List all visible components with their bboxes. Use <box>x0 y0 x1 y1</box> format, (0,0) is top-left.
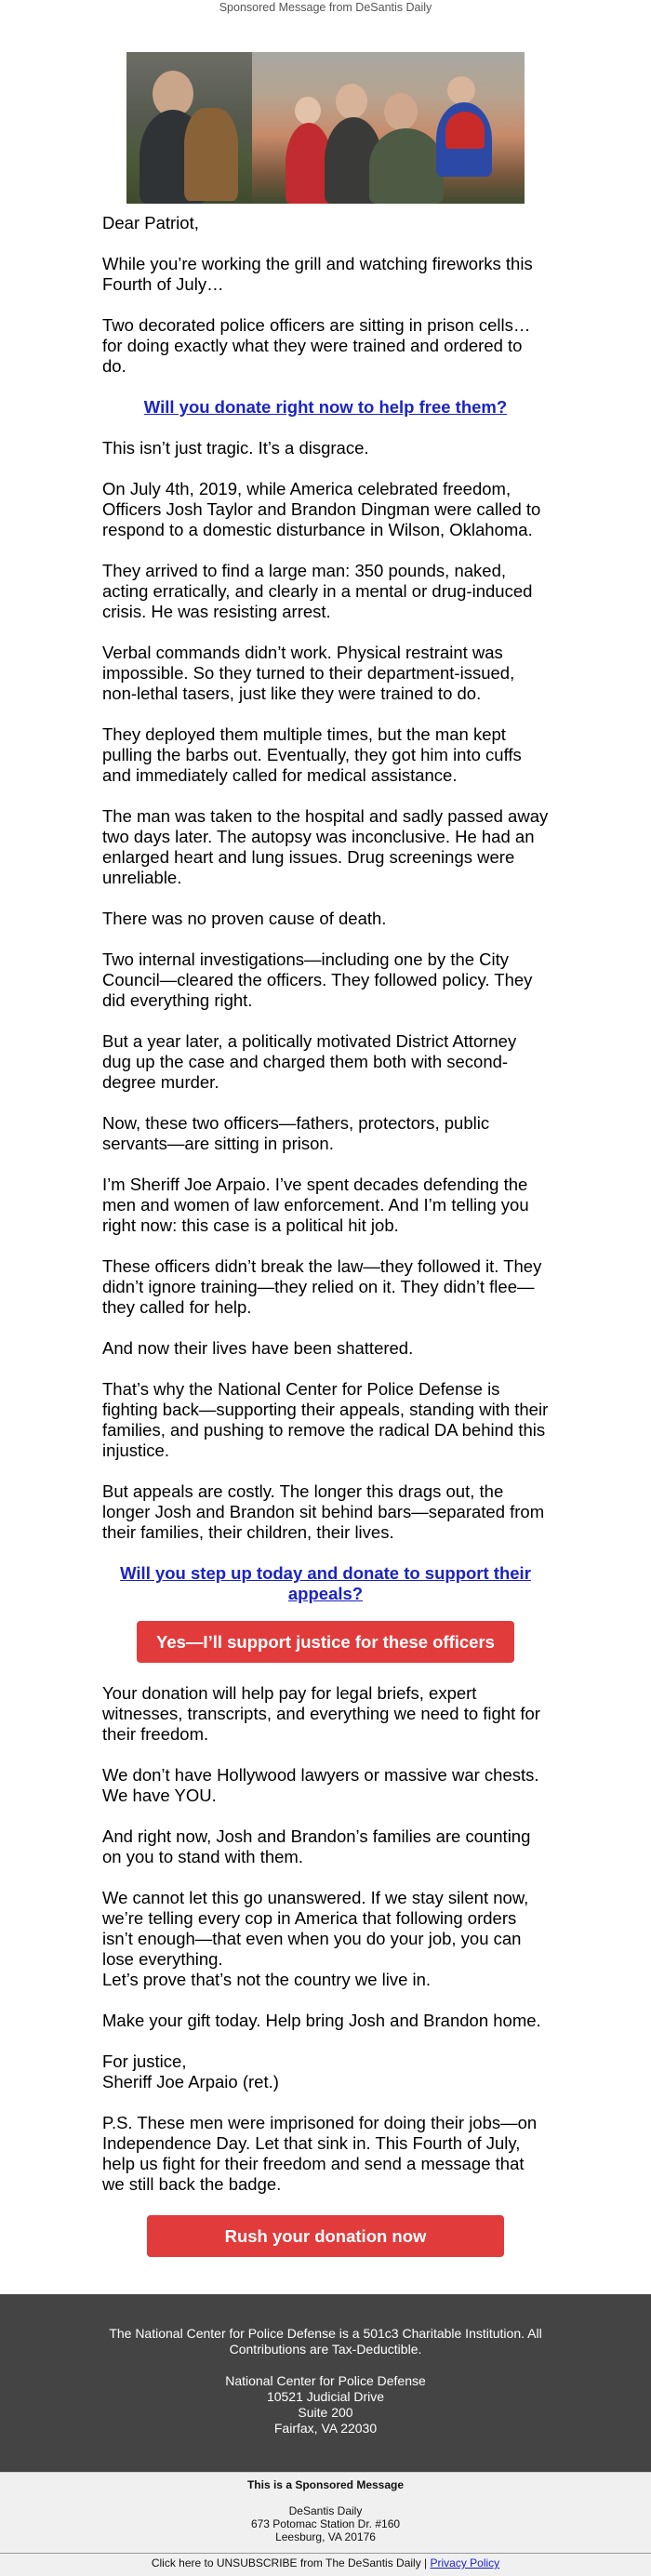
charity-notice: Contributions are Tax-Deductible. <box>229 2342 422 2357</box>
donate-link-appeals[interactable]: Will you step up today and donate to support their appeals? <box>120 1563 531 1603</box>
org-name: National Center for Police Defense <box>225 2373 426 2388</box>
paragraph: We don’t have Hollywood lawyers or massive war chests. We have YOU. <box>102 1765 539 1805</box>
charity-notice: The National Center for Police Defense is a 501c3 Charitable Institution. All <box>109 2326 542 2341</box>
org-address: 10521 Judicial Drive <box>266 2389 385 2404</box>
hero-photo-family <box>252 52 525 204</box>
paragraph: These officers didn’t break the law—they followed it. They didn’t ignore training—they relied on it. They didn’t flee—they called for help. <box>102 1256 542 1317</box>
unsubscribe-link[interactable]: Click here to UNSUBSCRIBE from The DeSantis Daily | <box>151 2556 431 2569</box>
paragraph: They arrived to find a large man: 350 pounds, naked, acting erratically, and clearly in a mental or drug-induced crisis. He was resisting arrest. <box>102 561 533 621</box>
org-address: Fairfax, VA 22030 <box>273 2421 378 2436</box>
hero-photo-officer <box>126 52 252 204</box>
paragraph: Two decorated police officers are sitting in prison cells…for doing exactly what they were trained and ordered to do. <box>102 315 531 376</box>
paragraph: The man was taken to the hospital and sadly passed away two days later. The autopsy was inconclusive. He had an enlarged heart and lung issues. Drug screenings were unreliable. <box>102 806 549 887</box>
paragraph: There was no proven cause of death. <box>102 909 387 928</box>
org-footer <box>0 2294 651 2472</box>
sponsor-footer <box>0 2472 651 2553</box>
hero-image <box>126 52 525 204</box>
paragraph: Now, these two officers—fathers, protectors, public servants—are sitting in prison. <box>102 1113 490 1153</box>
greeting: Dear Patriot, <box>102 213 199 232</box>
paragraph: And right now, Josh and Brandon’s families are counting on you to stand with them. <box>102 1826 531 1866</box>
paragraph: And now their lives have been shattered. <box>102 1338 414 1358</box>
unsubscribe-bar <box>0 2553 651 2576</box>
donate-link-free-them[interactable]: Will you donate right now to help free them? <box>143 397 508 417</box>
paragraph: They deployed them multiple times, but the man kept pulling the barbs out. Eventually, they got him into cuffs and immediately called for medical assistance. <box>102 724 522 785</box>
paragraph: But a year later, a politically motivated District Attorney dug up the case and charged them both with second-degree murder. <box>102 1031 517 1092</box>
paragraph <box>102 1888 549 1990</box>
rush-donation-button[interactable]: Rush your donation now <box>147 2215 504 2257</box>
signature-name: Sheriff Joe Arpaio (ret.) <box>102 2072 279 2091</box>
signature-closing: For justice, <box>102 2052 187 2071</box>
sponsor-name: DeSantis Daily <box>288 2504 363 2517</box>
org-address: Suite 200 <box>298 2405 353 2420</box>
sponsored-banner: Sponsored Message from DeSantis Daily <box>219 1 432 14</box>
paragraph: That’s why the National Center for Police Defense is fighting back—supporting their appeals, standing with their families, and pushing to remove the radical DA behind this injustice. <box>102 1379 549 1460</box>
paragraph-line: Let’s prove that’s not the country we live in. <box>102 1970 432 1989</box>
paragraph: On July 4th, 2019, while America celebrated freedom, Officers Josh Taylor and Brandon Dingman were called to respond to a domestic disturbance in Wilson, Oklahoma. <box>102 479 541 539</box>
privacy-policy-link[interactable]: Privacy Policy <box>430 2556 500 2569</box>
paragraph: But appeals are costly. The longer this drags out, the longer Josh and Brandon sit behind bars—separated from their families, their children, their lives. <box>102 1481 545 1542</box>
sponsor-header: This is a Sponsored Message <box>246 2478 405 2491</box>
paragraph: Your donation will help pay for legal briefs, expert witnesses, transcripts, and everything we need to fight for their freedom. <box>102 1683 540 1744</box>
paragraph: Two internal investigations—including one by the City Council—cleared the officers. They followed policy. They did everything right. <box>102 949 533 1010</box>
sponsor-address: Leesburg, VA 20176 <box>275 2530 376 2543</box>
paragraph: I’m Sheriff Joe Arpaio. I’ve spent decades defending the men and women of law enforcement. And I’m telling you right now: this case is a political hit job. <box>102 1175 529 1235</box>
paragraph: While you’re working the grill and watching fireworks this Fourth of July… <box>102 254 533 294</box>
paragraph: This isn’t just tragic. It’s a disgrace. <box>102 438 369 458</box>
paragraph: Verbal commands didn’t work. Physical restraint was impossible. So they turned to their department-issued, non-lethal tasers, just like they were trained to do. <box>102 643 515 703</box>
sponsor-address: 673 Potomac Station Dr. #160 <box>250 2517 401 2530</box>
paragraph: Make your gift today. Help bring Josh and Brandon home. <box>102 2011 541 2030</box>
paragraph-line: We cannot let this go unanswered. If we stay silent now, we’re telling every cop in America that following orders isn’t enough—that even when you do your job, you can lose everything. <box>102 1888 529 1969</box>
support-justice-button[interactable]: Yes—I’ll support justice for these officers <box>137 1621 514 1663</box>
letter-body <box>102 213 549 2257</box>
postscript: P.S. These men were imprisoned for doing their jobs—on Independence Day. Let that sink in. This Fourth of July, help us fight for their freedom and send a message that we still back the badge. <box>102 2113 538 2194</box>
signature <box>102 2052 549 2092</box>
